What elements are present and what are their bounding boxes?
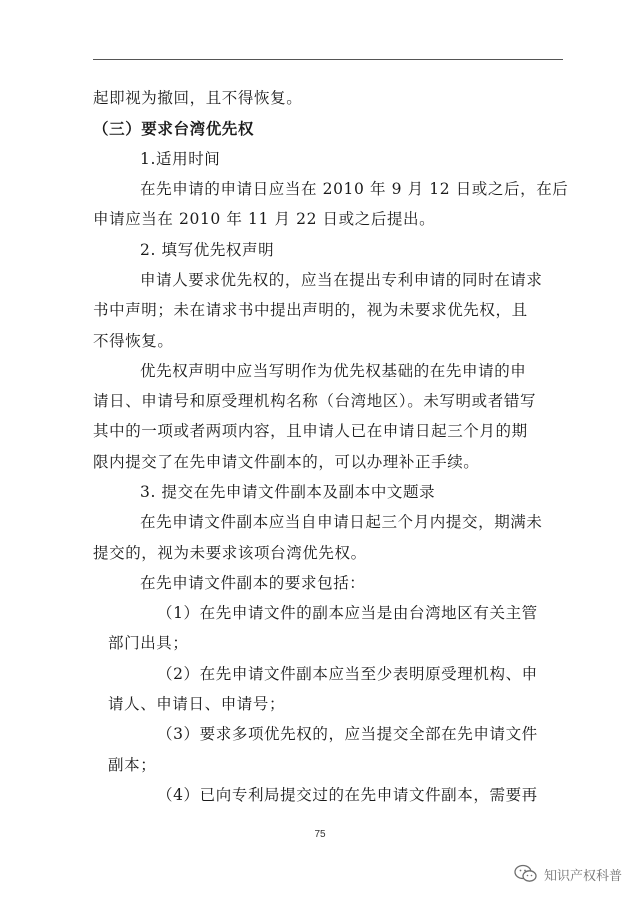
- text-line: 在先申请文件副本应当自申请日起三个月内提交，期满未: [140, 513, 543, 531]
- subsection-heading: 1.适用时间: [140, 150, 221, 168]
- watermark-text: 知识产权科普: [543, 868, 622, 884]
- text-line: 申请人要求优先权的，应当在提出专利申请的同时在请求: [140, 271, 543, 289]
- subsection-heading: 2. 填写优先权声明: [140, 241, 275, 259]
- wechat-icon: [514, 864, 538, 884]
- section-heading: （三）要求台湾优先权: [93, 120, 255, 138]
- text-line: 在先申请的申请日应当在 2010 年 9 月 12 日或之后，在后: [140, 180, 569, 198]
- text-line: 书中声明；未在请求书中提出声明的，视为未要求优先权，且: [93, 301, 528, 319]
- list-item: （4）已向专利局提交过的在先申请文件副本，需要再: [157, 786, 538, 804]
- text-line: 限内提交了在先申请文件副本的，可以办理补正手续。: [93, 453, 480, 471]
- text-line: 在先申请文件副本的要求包括：: [140, 574, 366, 592]
- watermark: [514, 864, 622, 884]
- text-line: 其中的一项或者两项内容，且申请人已在申请日起三个月的期: [93, 422, 528, 440]
- text-line: 不得恢复。: [93, 332, 174, 350]
- text-line: 申请应当在 2010 年 11 月 22 日或之后提出。: [93, 210, 436, 228]
- list-item: （1）在先申请文件的副本应当是由台湾地区有关主管: [157, 604, 538, 622]
- list-item-continuation: 部门出具；: [108, 634, 189, 652]
- text-line: 提交的，视为未要求该项台湾优先权。: [93, 544, 367, 562]
- list-item-continuation: 请人、申请日、申请号；: [108, 695, 286, 713]
- list-item: （2）在先申请文件副本应当至少表明原受理机构、申: [157, 665, 538, 683]
- text-line: 优先权声明中应当写明作为优先权基础的在先申请的申: [140, 362, 527, 380]
- text-line: 起即视为撤回，且不得恢复。: [93, 89, 303, 107]
- text-line: 请日、申请号和原受理机构名称（台湾地区）。未写明或者错写: [93, 392, 537, 410]
- list-item: （3）要求多项优先权的，应当提交全部在先申请文件: [157, 725, 538, 743]
- list-item-continuation: 副本；: [108, 756, 157, 774]
- header-rule: [93, 59, 563, 60]
- subsection-heading: 3. 提交在先申请文件副本及副本中文题录: [140, 483, 436, 501]
- page-number: 75: [314, 829, 326, 840]
